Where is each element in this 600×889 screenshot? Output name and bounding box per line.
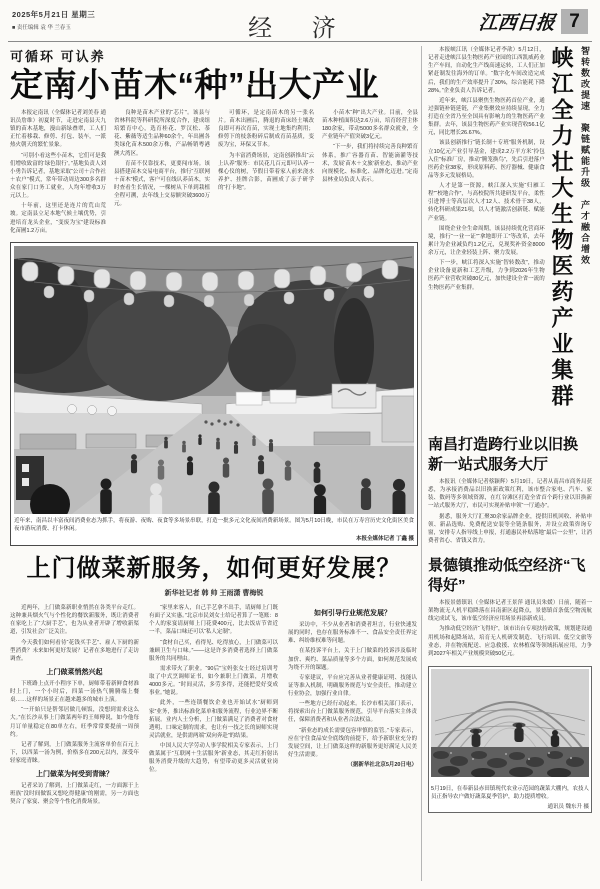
lead-column-3: 可循环，是定南苗木的另一张名片。苗木出圃后，腾退的苗床经土壤改良即可再次育苗，实现土地集约利用；修剪下的枝条粉碎后制成育苗基质，变废为宝，环保又节本。 为丰富消费场景，定南创新推出“云上认养”服务：市民花几百元即可认养一棵心仪的树，节假日带着家人前来浇水养护、挂牌合影，苗圃成了亲子研学的“打卡地”。 (218, 109, 314, 192)
xiajiang-kicker: 智转数改提速 聚链赋能升级 产才融合增效 (580, 46, 590, 266)
header-rule (8, 41, 592, 42)
lead-article (10, 46, 418, 546)
nanchang-article (428, 435, 592, 547)
jingdezhen-body: 本报景德镇讯（全媒体记者王景萍 通讯员朱媛）日前，随着一架物流无人机平稳降落在昌南新区起降点，景德镇首条低空物流航线完成试飞，该市低空经济应用场景再添新成员。 为推动低空经济“飞得好”，该市出台专项扶持政策，规划建设通用机场和起降场站，培育无人机研发制造、飞行培训、低空文旅等业态，并在物流配送、应急救援、农林植保等领域拓展应用，力争到2027年相关产业规模突破50亿元。 (428, 600, 592, 657)
xiajiang-article (428, 46, 592, 426)
photo1-credit: 本报全媒体记者 丁鑫 摄 (355, 536, 414, 543)
header-right (479, 8, 588, 35)
vertical-divider (421, 46, 422, 881)
photo2-caption: 5月19日，在奉新县赤田镇现代农业示范园的蔬菜大棚内，农技人员正指导农户做好蔬菜夏季管护，助力提质增收。 (431, 785, 589, 801)
feature-column-1: 近两年，上门做菜新职业悄然在各类平台走红。这种兼具烟火气与个性化的餐饮新服务，既让消费者在家吃上了“大厨手艺”，也为从业者开辟了增收新渠道，引发社会广泛关注。 今天我们如何看待“花钱买手艺”、雇人下厨的新型消费？未来如何更好发展？记者在多地进行了走访调查。 上门做菜悄然兴起 下班路上点开小程序下单，厨师带着新鲜食材准时上门，一个小时后，四菜一汤热气腾腾端上餐桌……这样的场景正在越来越多的城市上演。 “一开始只是帮邻居做几顿饭，没想到需求这么大。”在长沙从事上门做菜两年的王师傅说，如今他每月订单量稳定在80单左右，旺季常常要提前一周预约。 记者了解到，上门做菜服务主流客单价在百元上下，以四菜一汤为例，价格多在200元以内，深受年轻家庭青睐。 上门做菜为何受到青睐？ 记者采访了解到，上门做菜走红，一方面源于上班族“没时间做饭又想吃得健康”的刚需，另一方面也契合了家宴、聚会等个性化消费场景。 (10, 605, 139, 806)
page-number-badge: 7 (561, 9, 588, 34)
lead-kicker: 可循环 可认养 (10, 49, 106, 64)
masthead: 江西日报 (477, 12, 556, 34)
photo1-caption: 近年来，南昌以丰富夜间消费业态为抓手，将夜游、夜购、夜食等多场景串联，打造一批多元文化夜间消费新场景。图为5月10日晚，市民在万寿宫历史文化街区美食夜市游玩消费、打卡休闲。 (14, 517, 414, 533)
nanchang-headline: 南昌打造跨行业以旧换新一站式服务大厅 (428, 436, 579, 473)
xiajiang-headline: 峡江全力壮大生物医药产业集群 (549, 46, 574, 410)
feature-body (10, 604, 418, 889)
night-market-photo (14, 246, 414, 514)
jingdezhen-headline: 景德镇推动低空经济“飞得好” (428, 557, 586, 594)
lead-column-2: 良种是苗木产业的“芯片”。该县与省林科院等科研院所深度合作，建成组培繁育中心，选育桂花、罗汉松、茶花、紫薇等适生品种60余个，年出圃各类绿化苗木500余万株，产品畅销粤港澳大湾区。 育苗不仅靠技术，更要闯市场。该县搭建苗木交易电商平台，推行“互联网＋苗木”模式，客户可在线认养苗木，实时查看生长情况，一棵树从下单到栽植全程可溯，去年线上交易额突破3600万元。 (114, 109, 210, 208)
greenhouse-photo-frame (428, 666, 592, 814)
greenhouse-photo (431, 669, 589, 777)
night-market-photo-frame (10, 242, 418, 547)
lead-column-4: 小苗木“种”出大产业。目前，全县苗木种植面积达2.6万亩，培育经营主体180余家，带动5000多名群众就业，全产业链年产值突破3亿元。 “下一步，我们将持续完善良种繁育体系，推广容器育苗、智能滴灌等技术，发展‘苗木＋文旅’新业态，推动产业向规模化、标准化、品牌化迈进。”定南县林业局负责人表示。 (322, 109, 418, 183)
feature-headline: 上门做菜新服务，如何更好发展？ (26, 555, 402, 582)
xiajiang-body: 本报峡江讯（全媒体记者李歆）5月12日，记者走进峡江县生物医药产业园的江西凯威药业生产车间，自动化生产线高速运转，工人们正加紧赶制发往海外的订单。“数字化车间改造完成后，我们的生产效率提升了30%，综合能耗下降28%。”企业负责人告诉记者。 近年来，峡江县聚焦生物医药首位产业，通过强链补链延链，产业集聚效应持续显现，全力打造在全省乃至全国具有影响力的生物医药产业集群。去年，该县生物医药产业实现营收56.1亿元，同比增长26.67%。 该县创新推行“链长制＋专班”服务机制，设立10亿元产业引导基金，建成2.2万平方米“拎包入住”标准厂房，推动“腾笼换鸟”，先后引进落户医药企业38家，形成原料药、医疗器械、健康食品等多元发展格局。 人才是第一资源。峡江深入实施“归雁工程”“校地合作”，与高校院所共建研发平台，柔性引进博士等高层次人才12人、技术骨干38人，转化科研成果21项，以人才链激活创新链、赋能产业链。 围绕企业全生命周期，该县持续优化营商环境，推行“一业一证”“拿地即开工”等改革，去年累计为企业减负约1.2亿元，兑现奖补资金8000余万元，让企业轻装上阵、聚力发展。 下一步，峡江将深入实施“智转数改”，推动企业设备更新和工艺升级，力争到2026年生物医药产业营收突破80亿元，加快建设全省一流的生物医药产业集群。 (428, 47, 545, 291)
right-rail (428, 46, 592, 883)
editor-line: ■ 责任编辑 袁 华 兰春玉 (12, 25, 71, 31)
section-title: 经 济 (248, 14, 352, 42)
feature-byline: 新华社记者 韩 帅 王雨潇 曹梅锐 (164, 590, 264, 597)
feature-column-3: 如何引导行业规范发展？ 采访中，不少从业者和消费者坦言，行业快速发展的同时，也存在服务标准不一、食品安全责任界定难、纠纷维权难等问题。 在某投诉平台上，关于上门做菜的投诉涉及临时加价、爽约、菜品质量等多个方面，如何规范发展成为绕不开的课题。 专家建议，平台应完善从业者健康证明、技能认证等准入机制，明确服务规范与安全责任，推动建立行业协会，加强行业自律。 一些地方已经行动起来。长沙市相关部门表示，将探索出台上门做菜服务规范，引导平台落实主体责任，保障消费者和从业者合法权益。 “新业态的成长需要包容审慎的监管。”专家表示，应在守住食品安全底线的前提下，给予新职业充分的发展空间，让上门做菜这样的新服务更好满足人民美好生活需要。 （据新华社北京5月20日电） (288, 610, 417, 768)
nanchang-body: 本报讯（全媒体记者蔡颖辉）5月19日，记者从南昌市商务局获悉，为承接消费品以旧换新政策红利，该市整合家电、汽车、家装、数码等多领域资源，在红谷滩区打造全省首个跨行业以旧换新一站式服务大厅，市民可实现补贴申领“一厅通办”。 据悉，服务大厅汇聚30余家品牌企业，提供旧机回收、补贴申领、新品选购、免费配送安装等全链条服务，并设立政策咨询专窗，安排专人指导线上申报，打通惠民补贴落地“最后一公里”，让消费者省心、省钱又省力。 (428, 479, 592, 544)
feature-article (10, 548, 418, 889)
date-line: 2025年5月21日 星期三 (12, 10, 96, 19)
feature-column-2: “家里来客人，自己手艺拿不出手，请厨师上门既有面子又实惠。”北京市民刘女士给记者算了一笔账：8个人的家宴请厨师上门花费400元，比去饭店节省近一半，菜品口味还可以“私人定制”。 “食材自己买，看得见、吃得放心，上门做菜可以兼顾卫生与口味。”——这是许多消费者选择上门做菜服务的共同理由。 需求带火了职业。“90后”宝妈张女士经过培训考取了中式烹调师证书，如今兼职上门做菜，月增收4000多元。“时间灵活，多劳多得，还能把爱好变成事业。”她说。 此外，一些连锁餐饮企业也开始试水“厨师到家”业务，推出标准化菜单和服务流程，行业边界不断拓展。业内人士分析，上门做菜满足了消费者对食材透明、口味定制的需求，也让有一技之长的厨师实现灵活就业，是供需两端“双向奔赴”的结果。 中国人民大学劳动人事学院相关专家表示，上门做菜属于“互联网＋生活服务”新业态，其走红折射出服务消费升级的大趋势，有望带动更多灵活就业岗位。 (149, 605, 278, 774)
photo2-credit: 通讯员 魏东升 摄 (547, 804, 589, 811)
lead-headline: 定南小苗木“种”出大产业 (10, 66, 379, 103)
jingdezhen-article (428, 556, 592, 660)
lead-body (10, 109, 418, 235)
lead-column-1: 本报定南讯（全媒体记者刘美春 通讯员詹维）初夏时节，走进定南县天九镇的苗木基地，漫山新绿叠翠，工人们正忙着移栽、修剪、打包、装车，一派热火朝天的繁忙景象。 “可别小看这些小苗木，它们可是我们增收致富的‘绿色银行’。”基地负责人刘小勇告诉记者，基地采取“公司＋合作社＋农户”模式，常年带动周边300多名群众在家门口务工就业，人均年增收3万元以上。 十年前，这里还是连片的荒山荒坡。定南县立足本地气候土壤优势，引进培育龙头企业，“变废为宝”建设标准化苗圃1.2万亩。 (10, 109, 106, 234)
